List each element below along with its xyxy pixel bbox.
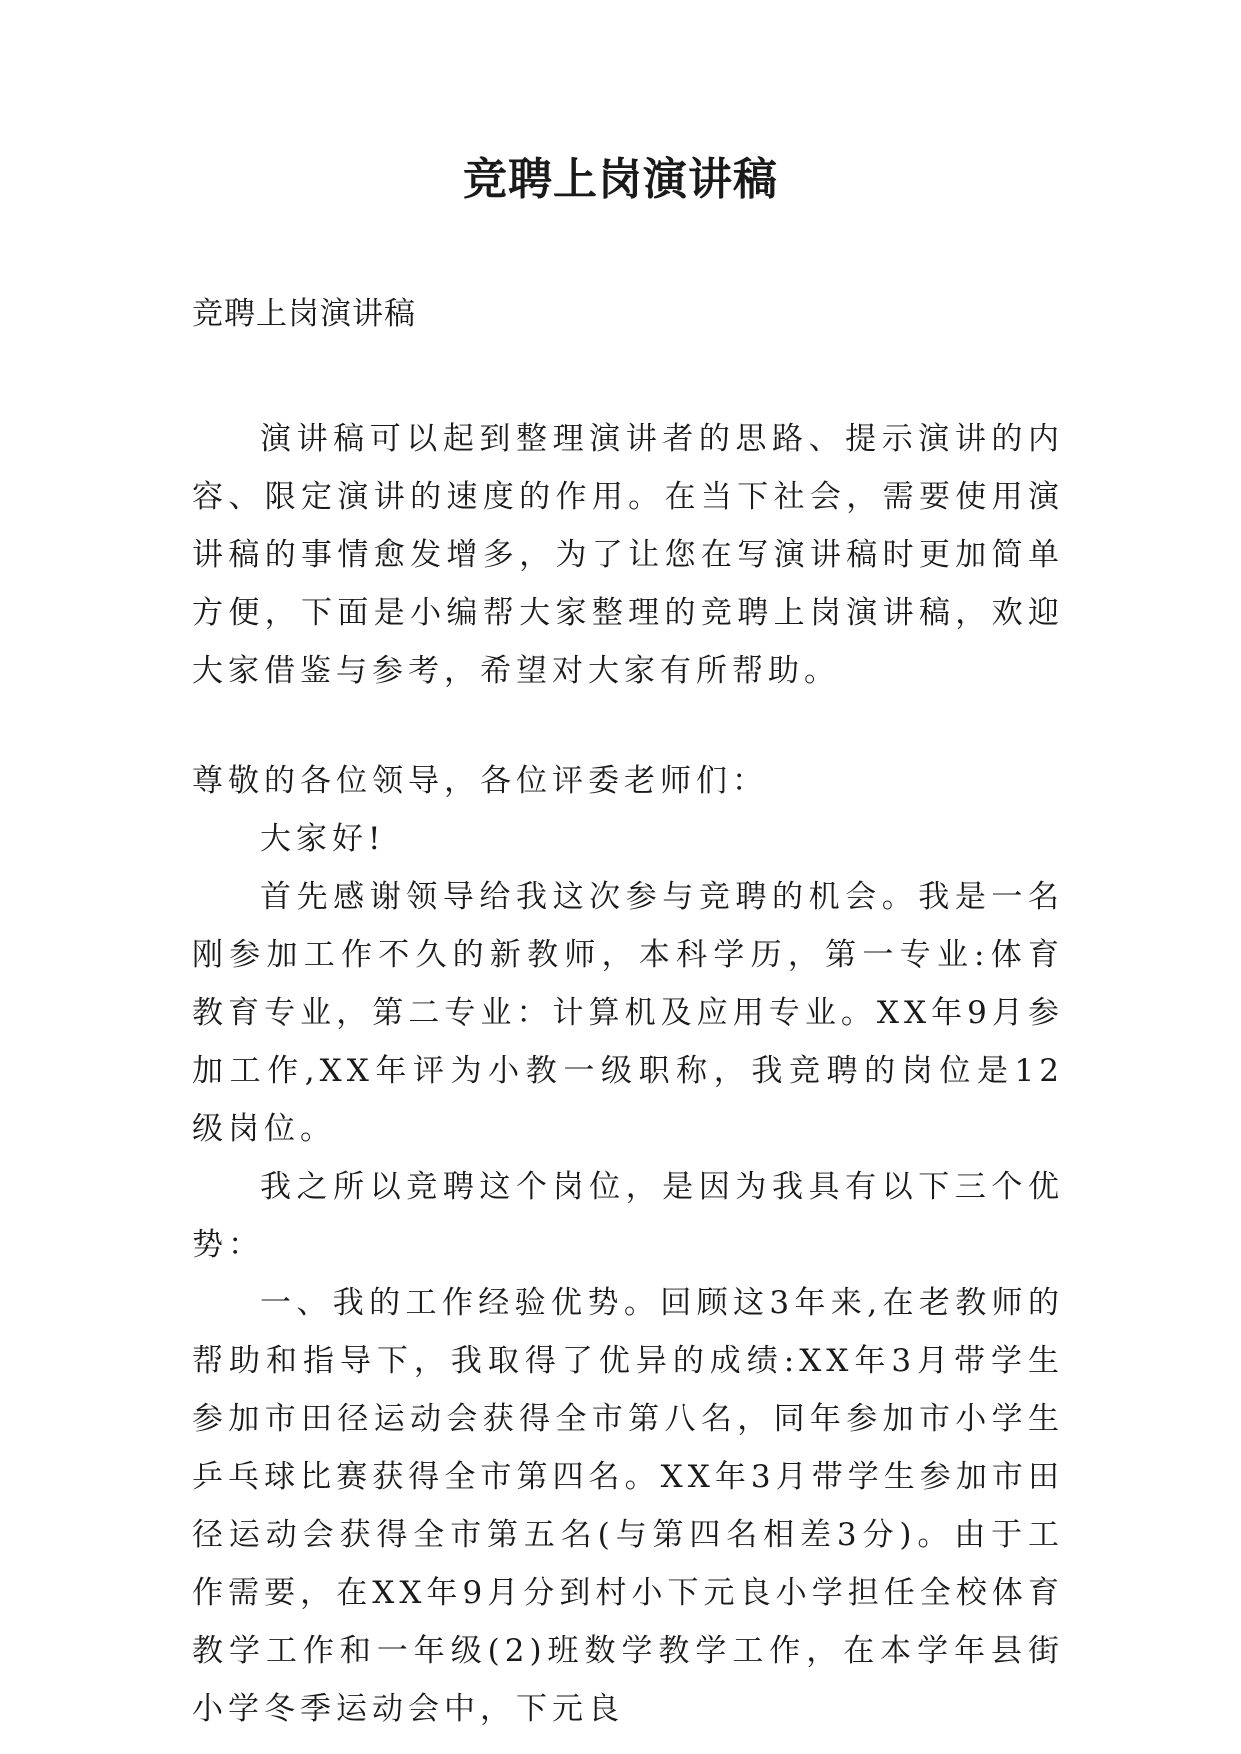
- intro-paragraph: 演讲稿可以起到整理演讲者的思路、提示演讲的内容、限定演讲的速度的作用。在当下社会，需要使用演讲稿的事情愈发增多，为了让您在写演讲稿时更加简单方便，下面是小编帮大家整理的竞聘上岗演讲稿，欢迎大家借鉴与参考，希望对大家有所帮助。: [192, 421, 1064, 689]
- salutation: 尊敬的各位领导，各位评委老师们：: [192, 763, 768, 799]
- body-paragraph-advantages-lead: 我之所以竞聘这个岗位，是因为我具有以下三个优势：: [192, 1169, 1064, 1263]
- speech-body: [192, 810, 1064, 1738]
- body-paragraph-greeting: 大家好!: [260, 821, 386, 857]
- document-subtitle: 竞聘上岗演讲稿: [192, 296, 416, 332]
- body-paragraph-work-experience: 一、我的工作经验优势。回顾这3年来,在老教师的帮助和指导下，我取得了优异的成绩:XX年3月带学生参加市田径运动会获得全市第八名，同年参加市小学生乒乓球比赛获得全市第四名。XX年3月带学生参加市田径运动会获得全市第五名(与第四名相差3分)。由于工作需要，在XX年9月分到村小下元良小学担任全校体育教学工作和一年级(2)班数学教学工作，在本学年县街小学冬季运动会中，下元良: [192, 1285, 1064, 1727]
- body-paragraph-introduction: 首先感谢领导给我这次参与竞聘的机会。我是一名刚参加工作不久的新教师，本科学历，第一专业:体育教育专业，第二专业：计算机及应用专业。XX年9月参加工作,XX年评为小教一级职称，我竞聘的岗位是12级岗位。: [192, 879, 1064, 1147]
- document-title: 竞聘上岗演讲稿: [463, 154, 778, 205]
